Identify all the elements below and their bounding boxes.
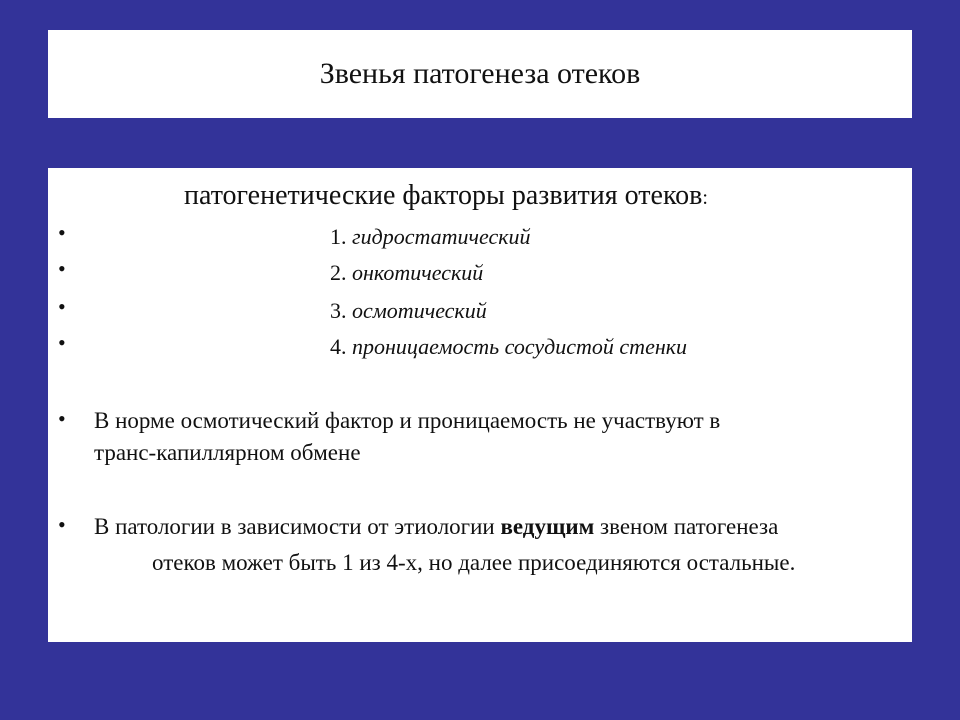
factor-item-2: [330, 260, 483, 286]
norm-paragraph-line-1: В норме осмотический фактор и проницаемость не участвуют в: [94, 408, 721, 433]
factor-label: проницаемость сосудистой стенки: [352, 334, 688, 359]
factor-number: 4.: [330, 334, 347, 359]
pathology-text-bold: ведущим: [500, 514, 595, 539]
factors-heading-colon: :: [702, 187, 708, 209]
norm-paragraph-line-2: транс-капиллярном обмене: [94, 440, 361, 465]
bullet-icon: •: [58, 512, 66, 537]
pathology-text-end: звеном патогенеза: [594, 514, 779, 539]
factor-number: 3.: [330, 298, 347, 323]
factors-heading-text: патогенетические факторы развития отеков: [184, 180, 703, 211]
content-box: [48, 168, 912, 642]
factor-item-3: [330, 298, 487, 324]
factor-item-1: [330, 224, 531, 250]
bullet-icon: •: [58, 220, 66, 245]
pathology-paragraph-line-2: отеков может быть 1 из 4-х, но далее присоединяются остальные.: [152, 550, 796, 575]
factors-heading: [184, 180, 708, 212]
bullet-icon: •: [58, 406, 66, 431]
bullet-icon: •: [58, 294, 66, 319]
factor-number: 1.: [330, 224, 347, 249]
factor-item-4: [330, 334, 687, 360]
bullet-icon: •: [58, 256, 66, 281]
factor-label: онкотический: [352, 260, 484, 285]
pathology-text-start: В патологии в зависимости от этиологии: [94, 514, 501, 539]
factor-label: осмотический: [352, 298, 487, 323]
title-box: [48, 30, 912, 118]
bullet-icon: •: [58, 330, 66, 355]
slide-title: Звенья патогенеза отеков: [319, 57, 641, 90]
factor-number: 2.: [330, 260, 347, 285]
pathology-paragraph-line-1: [94, 514, 778, 540]
factor-label: гидростатический: [352, 224, 531, 249]
